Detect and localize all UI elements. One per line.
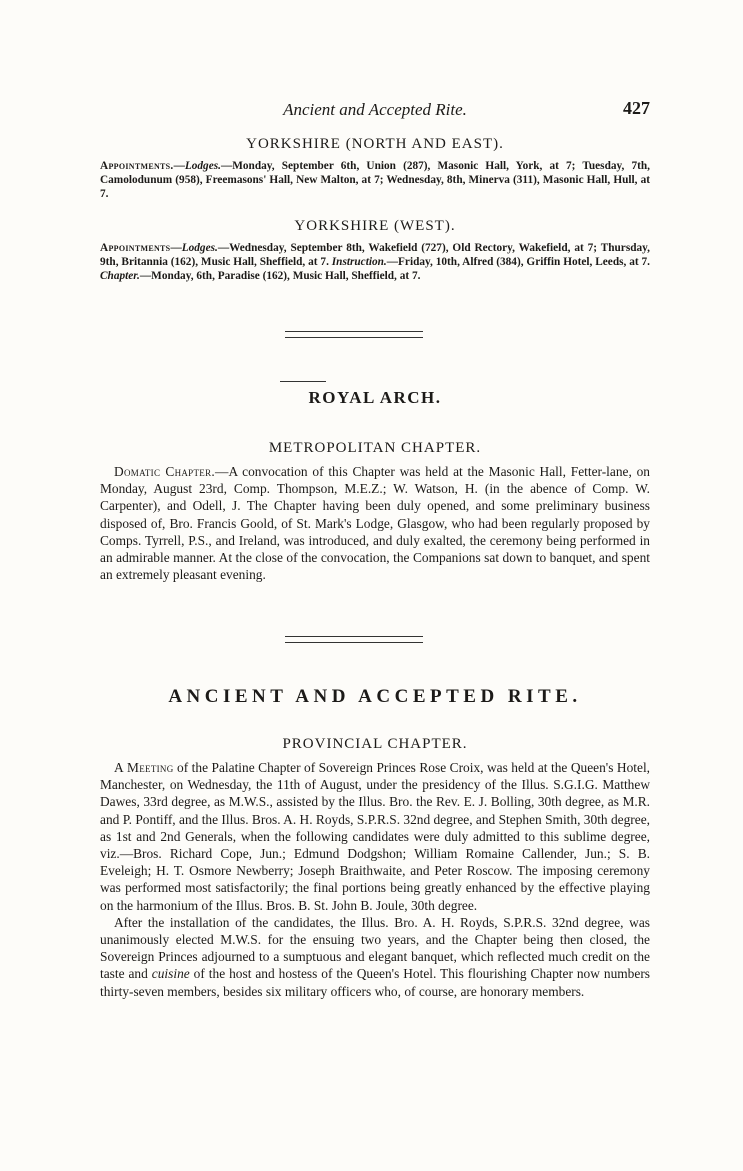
lodges-label: Lodges. <box>181 242 218 254</box>
section-heading: ROYAL ARCH. <box>308 388 442 407</box>
section-metropolitan-chapter <box>100 440 650 583</box>
lead-in: A Meeting <box>114 760 174 775</box>
section-yorkshire-north-east <box>100 136 650 201</box>
paragraph-text: —Friday, 10th, Alfred (384), Griffin Hotel, Leeds, at 7. <box>386 256 650 268</box>
running-head <box>100 100 650 124</box>
instruction-label: Instruction. <box>331 256 387 268</box>
section-provincial-chapter <box>100 736 650 1000</box>
section-divider <box>285 636 423 643</box>
paragraph-text: After the installation of the candidates, the Illus. Bro. A. H. Royds, S.P.R.S. 32nd degree, was unanimously elected M.W.S. for the ensuing two years, and the Chapter being then closed, the Sovereign Princes adjourned to a sumptuous and elegant banquet, which reflected much credit on the taste and <box>100 914 650 982</box>
lead-in: Appointments. <box>100 160 174 172</box>
section-ancient-accepted-rite <box>100 686 650 708</box>
paragraph-text: of the host and hostess of the Queen's Hotel. This flourishing Chapter now numbers thirty-seven members, besides six military officers who, of course, are honorary members. <box>100 966 650 999</box>
lodges-label: Lodges. <box>184 160 221 172</box>
paragraph-text: —Wednesday, September 8th, Wakefield (727), Old Rectory, Wakefield, at 7; Thursday, 9th, Britannia (162), Music Hall, Sheffield, at 7. <box>100 242 650 268</box>
page-number: 427 <box>623 98 650 118</box>
decorative-rule <box>280 381 326 382</box>
section-heading: YORKSHIRE (NORTH AND EAST). <box>246 136 504 152</box>
section-heading: YORKSHIRE (WEST). <box>294 218 456 234</box>
running-title: Ancient and Accepted Rite. <box>283 100 467 119</box>
report-paragraph <box>100 463 650 583</box>
appointments-paragraph: Appointments.—Lodges.—Monday, September 6th, Union (287), Masonic Hall, York, at 7; Tuesday, 7th, Camolodunum (958), Freemasons' Hall, New Malton, at 7; Wednesday, 8th, Minerva (311), Masonic Hall, Hull, at 7. <box>100 160 650 200</box>
appointments-paragraph: Appointments—Lodges.—Wednesday, September 8th, Wakefield (727), Old Rectory, Wakefield, at 7; Thursday, 9th, Britannia (162), Music Hall, Sheffield, at 7. Instruction.—Friday, 10th, Alfred (384), Griffin Hotel, Leeds, at 7. Chapter.—Monday, 6th, Paradise (162), Music Hall, Sheffield, at 7. <box>100 242 650 282</box>
subsection-heading: PROVINCIAL CHAPTER. <box>282 736 468 752</box>
report-paragraph <box>100 759 650 914</box>
paragraph-text: of the Palatine Chapter of Sovereign Princes Rose Croix, was held at the Queen's Hotel, Manchester, on Wednesday, the 11th of August, under the presidency of the Illus. S.G.I.G. Matthew Dawes, 33rd degree, as M.W.S., assisted by the Illus. Bro. the Rev. E. J. Bolling, 30th degree, as M.R. and P. Pontiff, and the Illus. Bros. A. H. Royds, S.P.R.S. 32nd degree, and Stephen Smith, 30th degree, as 1st and 2nd Generals, when the following candidates were duly admitted to this sublime degree, viz.—Bros. Richard Cope, Jun.; Edmund Dodgshon; William Romaine Callender, Jun.; S. B. Eveleigh; H. T. Osmore Newberry; Joseph Braithwaite, and Peter Roscow. The imposing ceremony was performed most satisfactorily; the final portions being greatly enhanced by the effective playing on the harmonium of the Illus. Bros. B. St. John B. Joule, 30th degree. <box>100 760 651 913</box>
subsection-heading: METROPOLITAN CHAPTER. <box>268 440 482 456</box>
paragraph-text: —A convocation of this Chapter was held at the Masonic Hall, Fetter-lane, on Monday, August 23rd, Comp. Thompson, M.E.Z.; W. Watson, H. (in the abence of Comp. W. Carpenter), and Odell, J. The Chapter having been duly opened, and some preliminary business disposed of, Bro. Francis Goold, of St. Mark's Lodge, Glasgow, who had been regularly proposed by Comps. Tyrrell, P.S., and Ireland, was introduced, and duly exalted, the ceremony being performed in an admirable manner. At the close of the convocation, the Companions sat down to banquet, and spent an extremely pleasant evening. <box>100 464 650 583</box>
section-yorkshire-west <box>100 218 650 283</box>
lead-in: Appointments <box>100 242 171 254</box>
section-heading: ANCIENT AND ACCEPTED RITE. <box>168 686 582 707</box>
paragraph-text: —Monday, 6th, Paradise (162), Music Hall, Sheffield, at 7. <box>139 270 421 282</box>
section-royal-arch <box>100 388 650 408</box>
cuisine-word: cuisine <box>151 966 190 982</box>
lead-in: Domatic Chapter. <box>114 464 216 479</box>
report-paragraph <box>100 914 650 1000</box>
paragraph-text: —Monday, September 6th, Union (287), Masonic Hall, York, at 7; Tuesday, 7th, Camolodunum (958), Freemasons' Hall, New Malton, at 7; Wednesday, 8th, Minerva (311), Masonic Hall, Hull, at 7. <box>100 160 650 200</box>
chapter-label: Chapter. <box>100 270 140 282</box>
section-divider <box>285 331 423 338</box>
